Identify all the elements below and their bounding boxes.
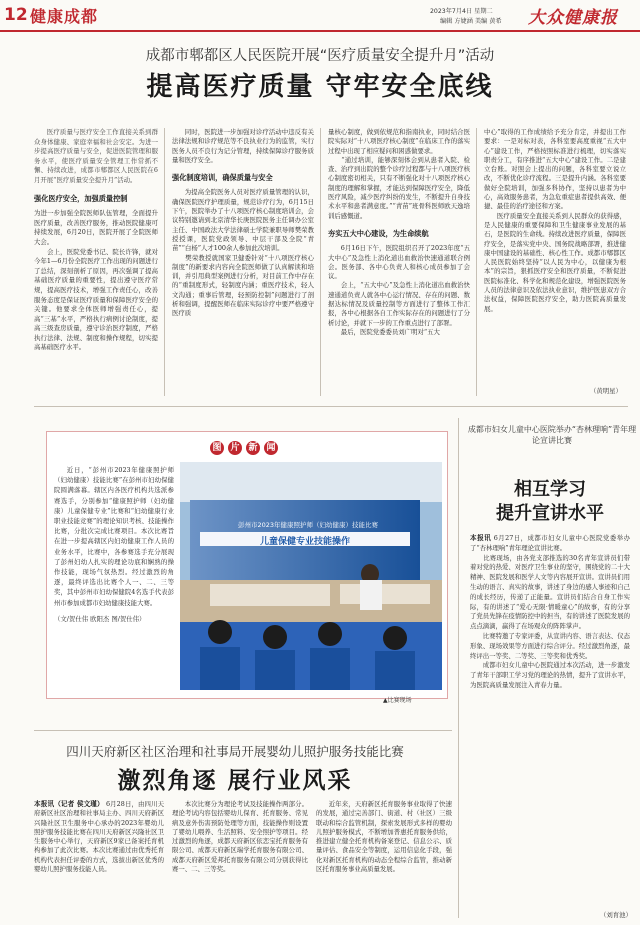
story2-kicker: 成都市妇女儿童中心医院举办“杏林理响”青年理论宣讲比赛 xyxy=(467,425,637,445)
story1-column-1 xyxy=(34,128,158,390)
photo-banner-line-2: 儿童保健专业技能操作 xyxy=(259,537,350,547)
section-title: 健康成都 xyxy=(30,7,99,26)
photo-news-body: 近日，“彭州市2023年健康照护师（妇幼健康）技能比赛”在彭州市妇幼保健院圆满落幕。辖区内各医疗机构共选派参赛选手，分别参加“健康照护师（妇幼健康）儿童保健专业”比赛和“妇幼健康行业职业技能竞赛”的理论知识考核、技能操作比赛，分批次完成比赛项目。本次比赛旨在进一步提高辖区内妇幼健康工作人员的业务水平，比赛中，各参赛选手充分展现了彭州妇幼人扎实的理论功底和娴熟的操作技能，现场气氛热烈。经过激烈的角逐，最终评选出比赛个人一、二、三等奖，其中彭州市妇幼保健院4名选手代表彭州市参加成都市妇幼健康技能大赛。 xyxy=(54,466,174,607)
story1-credit: （黄明星） xyxy=(590,387,622,395)
story2-headline-line-1: 相互学习 xyxy=(514,479,586,500)
story3-byline: 本报讯（记者 侯文瑾） xyxy=(34,800,104,808)
photo-caption: ▲比赛现场 xyxy=(383,697,412,704)
story1-column-4 xyxy=(484,128,626,383)
photo-news-label-char: 新 xyxy=(246,441,260,455)
editors-line: 编辑 方婕涵 美编 黄希 xyxy=(440,18,502,25)
story3-col1-body: 6月28日，由四川天府新区社区治理和社事局主办、四川天府新区兴隆社区卫生服务中心承办的2023年婴幼儿照护服务技能比赛在四川天府新区兴隆社区卫生服务中心举行，天府新区9家已备案托育机构参加了此次比赛。本次比赛通过由优秀托育机构代表担任评委的方式，选拔出新区优秀的婴幼儿照护服务技能人员。 xyxy=(34,800,164,874)
story1-col4-body: 中心”取得的工作成绩给予充分肯定，并提出工作要求：一是对标对表，各科室要高度重视“五大中心”建设工作，严格按照标准进行梳理，切实落实职责分工，有序推进“五大中心”建设工作。二是建立台账。对照会上提出的问题，各科室要立说立改，不断优化诊疗流程。三是提升内涵。各科室要做好全院培训，加强多科协作，坚持以患者为中心，高效服务患者，为急危重症患者提供高效、便捷、最佳的治疗途径和方案。 医疗质量安全直接关系到人民群众的获得感，是人民健康的重要保障和卫生健康事业发展的基石，是医院的生命线。持续改进医疗质量，保障医疗安全，是落实党中央、国务院战略部署，推进健康中国建设的基础性、核心性工作。成都市郫都区人民医院始终坚持“以人民为中心，以健康为根本”的宗旨，狠抓医疗安全和医疗质量，不断促进医院标准化、科学化和规范化建设，增强医院医务人员的法律意识及依法执业意识，维护医患双方合法权益，保障医院医疗安全，助力医院高质量发展。 xyxy=(484,128,626,313)
photo-news-text xyxy=(54,465,174,624)
photo-news-label-char: 片 xyxy=(228,441,242,455)
story1-lead: 医疗质量与医疗安全工作直接关系到群众身体健康、家庭幸福和社会安定。为进一步提高医疗质量与安全，促进医院管理和服务水平，使医疗质量安全管理工作常抓不懈、持续改进，成都市郫都区人民医院在6月开展“医疗质量安全提升月”活动。 xyxy=(34,128,158,184)
column-divider xyxy=(164,128,165,396)
story2-body xyxy=(470,534,630,906)
story1-col3-body: 量核心制度，做到依规范和指南执业，同时结合医院实际对“十八项医疗核心制度”在临床工作的落实过程中出现了相应疑问和困惑做要求。 “通过培训，能够深刻体会到从患者入院、检查、治疗到出院的整个诊疗过程都与十八项医疗核心制度密切相关，只有不断强化对十八项医疗核心制度的理解和掌握，才能达到保障医疗安全，降低医疗风险，减少医疗纠纷的发生，不断提升自身技术水平和患者满意度。”“青苗”班骨科医师欧天逸培训后感慨道。 xyxy=(328,128,470,220)
story1-kicker: 成都市郫都区人民医院开展“医疗质量安全提升月”活动 xyxy=(145,48,495,64)
photo-news-label-char: 图 xyxy=(210,441,224,455)
story1-column-3 xyxy=(328,128,470,396)
date-line: 2023年7月4日 星期二 xyxy=(430,8,493,15)
column-divider xyxy=(458,418,459,918)
event-photo-drawing xyxy=(180,462,442,690)
page-number: 12 xyxy=(4,5,28,25)
photo-news-label-char: 闻 xyxy=(264,441,278,455)
story3-column-2 xyxy=(172,800,308,918)
story2-body-text: 6月27日，成都市妇女儿童中心医院党委举办了“杏林理响”青年理论宣讲比赛。 比赛现场，由各党支部推选的30名青年宣讲员们带着对党的热爱、对医疗卫生事业的坚守，围绕党的二十大精神、医院发展和医学人文等内容展开宣讲。宣讲员们用生动的语言、真实的故事，讲述了身边的感人事迹和自己的成长经历，传递了正能量。宣讲员们结合自身工作实际，有的讲述了“爱心无限·情暖童心”的故事，有的分享了党员先锋在疫情防控中的担当，有的讲述了医院发展的点点滴滴，赢得了在场观众的阵阵掌声。 比赛特邀了专家评委，从宣讲内容、语言表达、仪态形象、现场效果等方面进行综合评分。经过激烈角逐，最终评出一等奖、二等奖、三等奖和优秀奖。 成都市妇女儿童中心医院通过本次活动，进一步激发了青年干部职工学习党的理论的热情，提升了宣讲水平，为医院高质量发展注入青春力量。 xyxy=(470,534,630,689)
section-rule xyxy=(34,730,452,731)
photo-banner-line-1: 彭州市2023年健康照护师（妇幼健康）技能比赛 xyxy=(237,521,379,529)
story1-headline: 提高医疗质量 守牢安全底线 xyxy=(146,72,494,102)
story3-kicker: 四川天府新区社区治理和社事局开展婴幼儿照护服务技能比赛 xyxy=(66,744,404,759)
story1-col1-body: 为进一步加强全院医师队伍管理，全面提升医疗质量，改善医疗服务，推动医院健康可持续发展，6月20日，医院开展了全院医师大会。 会上，医院党委书记、院长许锋，就对今年1—6月份全院医疗工作出现的问题进行了总结，深刻剖析了原因，再次强调了提高基础医疗质量的重要性，提出遵守医疗常规，提高医疗技术，增强工作责任心，改善服务态度是保证医疗质量和保障医疗安全的关键。他要求全体医师增强责任心，提高“三基”水平，严格执行病例讨论制度，提高三级查房质量，遵守诊治医疗制度，严格执行法律、法规、制度和操作规程，切实提高基础医疗水平。 xyxy=(34,209,158,352)
photo-news-label xyxy=(210,435,282,455)
story3-headline: 激烈角逐 展行业风采 xyxy=(117,767,353,794)
story1-subhead-2: 强化制度培训，确保质量与安全 xyxy=(172,173,273,183)
story1-col2-body-2: 为提高全院医务人员对医疗质量管理的认识，确保医院医疗护理质量，规范诊疗行为，6月15日下午，医院举办了十八项医疗核心制度培训会，会议特别邀请到北京清华长庚医院医务主任调办公室主任、中国政法大学法律硕士学院兼职导师樊荣教授授课，医院党政领导、中层干部及全院“青苗”“白杨”人才100余人参加此次培训。 樊荣教授就国家卫健委针对“十八项医疗核心制度”的新要求内容向全院医师做了认真解读和培训，并引用典型案例进行分析，对目前工作中存在的“重制度形式，轻制度内涵；重医疗技术，轻人文沟通；重事后管理，轻预防控制”问题进行了剖析和强调，提醒医师在临床实际诊疗中要严格遵守医疗质 xyxy=(172,188,314,318)
section-rule xyxy=(34,406,628,407)
story1-subhead-3: 夯实五大中心建设，为生命续航 xyxy=(328,228,429,238)
story3-col3-body: 近年来，天府新区托育服务事业取得了快速的发展，通过完善部门、街道、村（社区）三级联动和综合监管机制，探索发展形式多样的婴幼儿照护服务模式，不断增加普惠托育服务供给，推进建立健全托育机构备案登记、信息公示、质量评估、食品安全等制度，运用信息化手段，强化对新区托育机构的动态全程综合监管，推动新区托育服务事业高质量发展。 xyxy=(316,800,452,874)
story3-col2-body: 本次比赛分为理论考试及技能操作两部分。理论考试内容包括婴幼儿保育、托育服务、常见病及意外伤害预防处理等方面，技能操作则设置了婴幼儿喂养、生活照料、安全照护等项目。经过激烈的角逐，成都天府新区依恋宝托育服务有限公司、成都天府新区瑞学托育服务有限公司、成都天府新区爱邦托育服务有限公司分别获得比赛一、二、三等奖。 xyxy=(172,800,308,874)
story2-headline xyxy=(470,478,630,526)
photo-news-credit: （文/贺仕伟 欧阳杰 图/贺仕伟） xyxy=(54,614,146,623)
column-divider xyxy=(320,128,321,396)
header-rule xyxy=(0,30,640,32)
story2-headline-line-2: 提升宣讲水平 xyxy=(496,503,604,524)
story1-subhead-1: 强化医疗安全，加强质量控制 xyxy=(34,193,128,203)
story3-column-3 xyxy=(316,800,452,918)
story1-column-2 xyxy=(172,128,314,396)
story1-col3-body-2: 6月16日下午，医院组织召开了2023年度“五大中心”及急性上消化道出血救治快速通道联合例会。医务部、各中心负责人和核心成员参加了会议。 会上，“五大中心”及急性上消化道出血救治快速通道负责人就各中心运行情况、存在的问题、数据达标情况及质量控制等方面进行了整体工作汇报，各中心根据各自工作实际存在的问题进行了分析讨论，并就下一步的工作重点进行了部署。 最后，医院党委委员刘广明对“五大 xyxy=(328,244,470,336)
story2-credit: （刘育池） xyxy=(600,911,632,919)
column-divider xyxy=(476,128,477,396)
story1-col2-body: 同时，医院进一步加强对诊疗活动中违反有关法律法规和诊疗规范等不良执业行为的监管，实行医务人员不良行为记分管理，持续保障诊疗服务质量和医疗安全。 xyxy=(172,128,314,164)
story3-column-1 xyxy=(34,800,164,918)
masthead-logo: 大众健康报 xyxy=(528,8,618,28)
event-photo xyxy=(180,462,442,690)
story2-byline: 本报讯 xyxy=(470,534,492,542)
